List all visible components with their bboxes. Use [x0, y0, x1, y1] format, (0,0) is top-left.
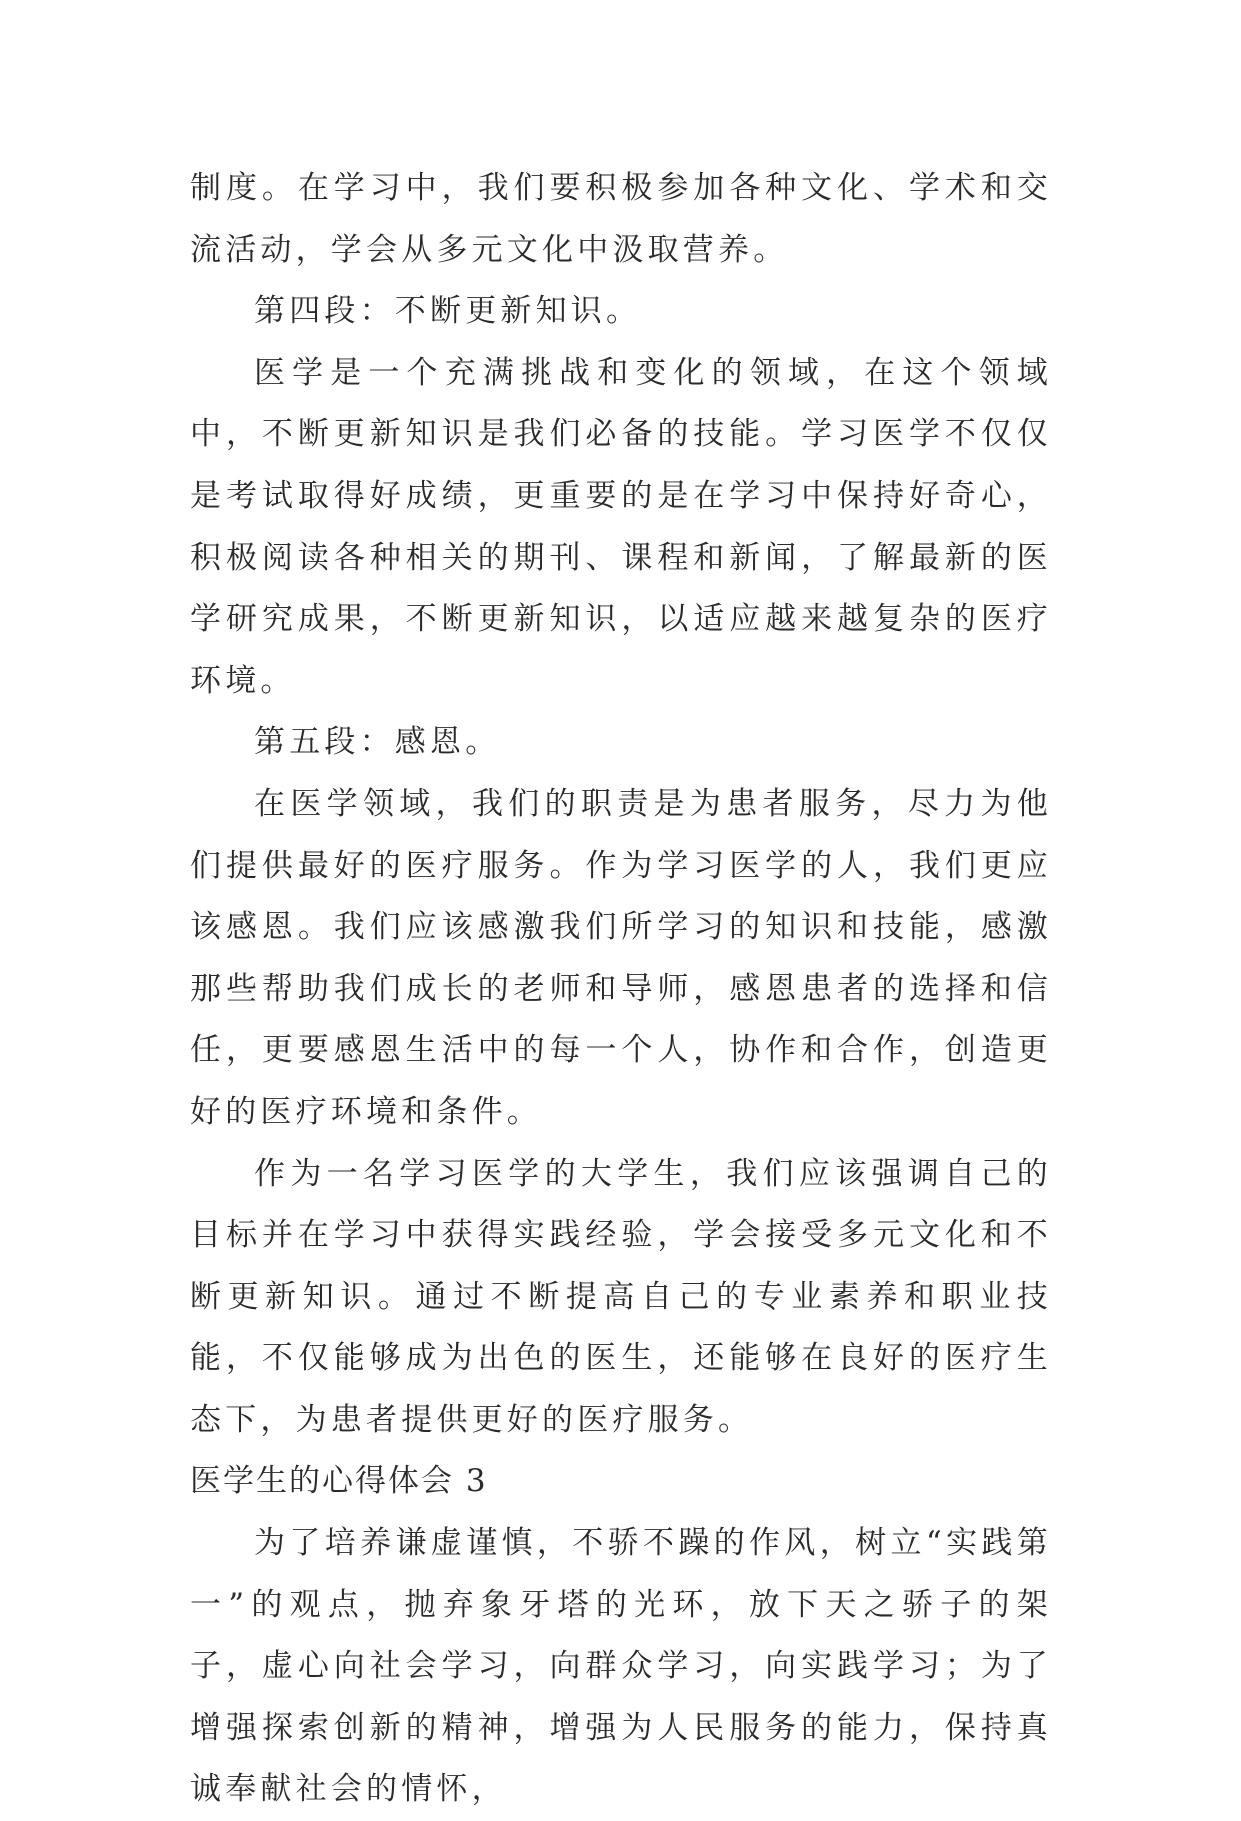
paragraph-conclusion: 作为一名学习医学的大学生，我们应该强调自己的目标并在学习中获得实践经验，学会接受多元文化和不断更新知识。通过不断提高自己的专业素养和职业技能，不仅能够成为出色的医生，还能够在良好的医疗生态下，为患者提供更好的医疗服务。 [190, 1155, 1052, 1438]
article-title-3: 医学生的心得体会 3 [190, 1463, 488, 1500]
paragraph-article-3-intro: 为了培养谦虚谨慎，不骄不躁的作风，树立“实践第一”的观点，抛弃象牙塔的光环，放下天之骄子的架子，虚心向社会学习，向群众学习，向实践学习；为了增强探索创新的精神，增强为人民服务的能力，保持真诚奉献社会的情怀， [190, 1525, 1052, 1808]
paragraph-continuation: 制度。在学习中，我们要积极参加各种文化、学术和交流活动，学会从多元文化中汲取营养。 [190, 170, 1052, 268]
document-body [190, 158, 1052, 1821]
section-heading-4: 第四段：不断更新知识。 [254, 293, 642, 330]
section-heading-5: 第五段：感恩。 [254, 724, 501, 761]
paragraph-update-knowledge: 医学是一个充满挑战和变化的领域，在这个领域中，不断更新知识是我们必备的技能。学习医学不仅仅是考试取得好成绩，更重要的是在学习中保持好奇心，积极阅读各种相关的期刊、课程和新闻，了解最新的医学研究成果，不断更新知识，以适应越来越复杂的医疗环境。 [190, 354, 1052, 699]
paragraph-gratitude: 在医学领域，我们的职责是为患者服务，尽力为他们提供最好的医疗服务。作为学习医学的人，我们更应该感恩。我们应该感激我们所学习的知识和技能，感激那些帮助我们成长的老师和导师，感恩患者的选择和信任，更要感恩生活中的每一个人，协作和合作，创造更好的医疗环境和条件。 [190, 785, 1052, 1130]
